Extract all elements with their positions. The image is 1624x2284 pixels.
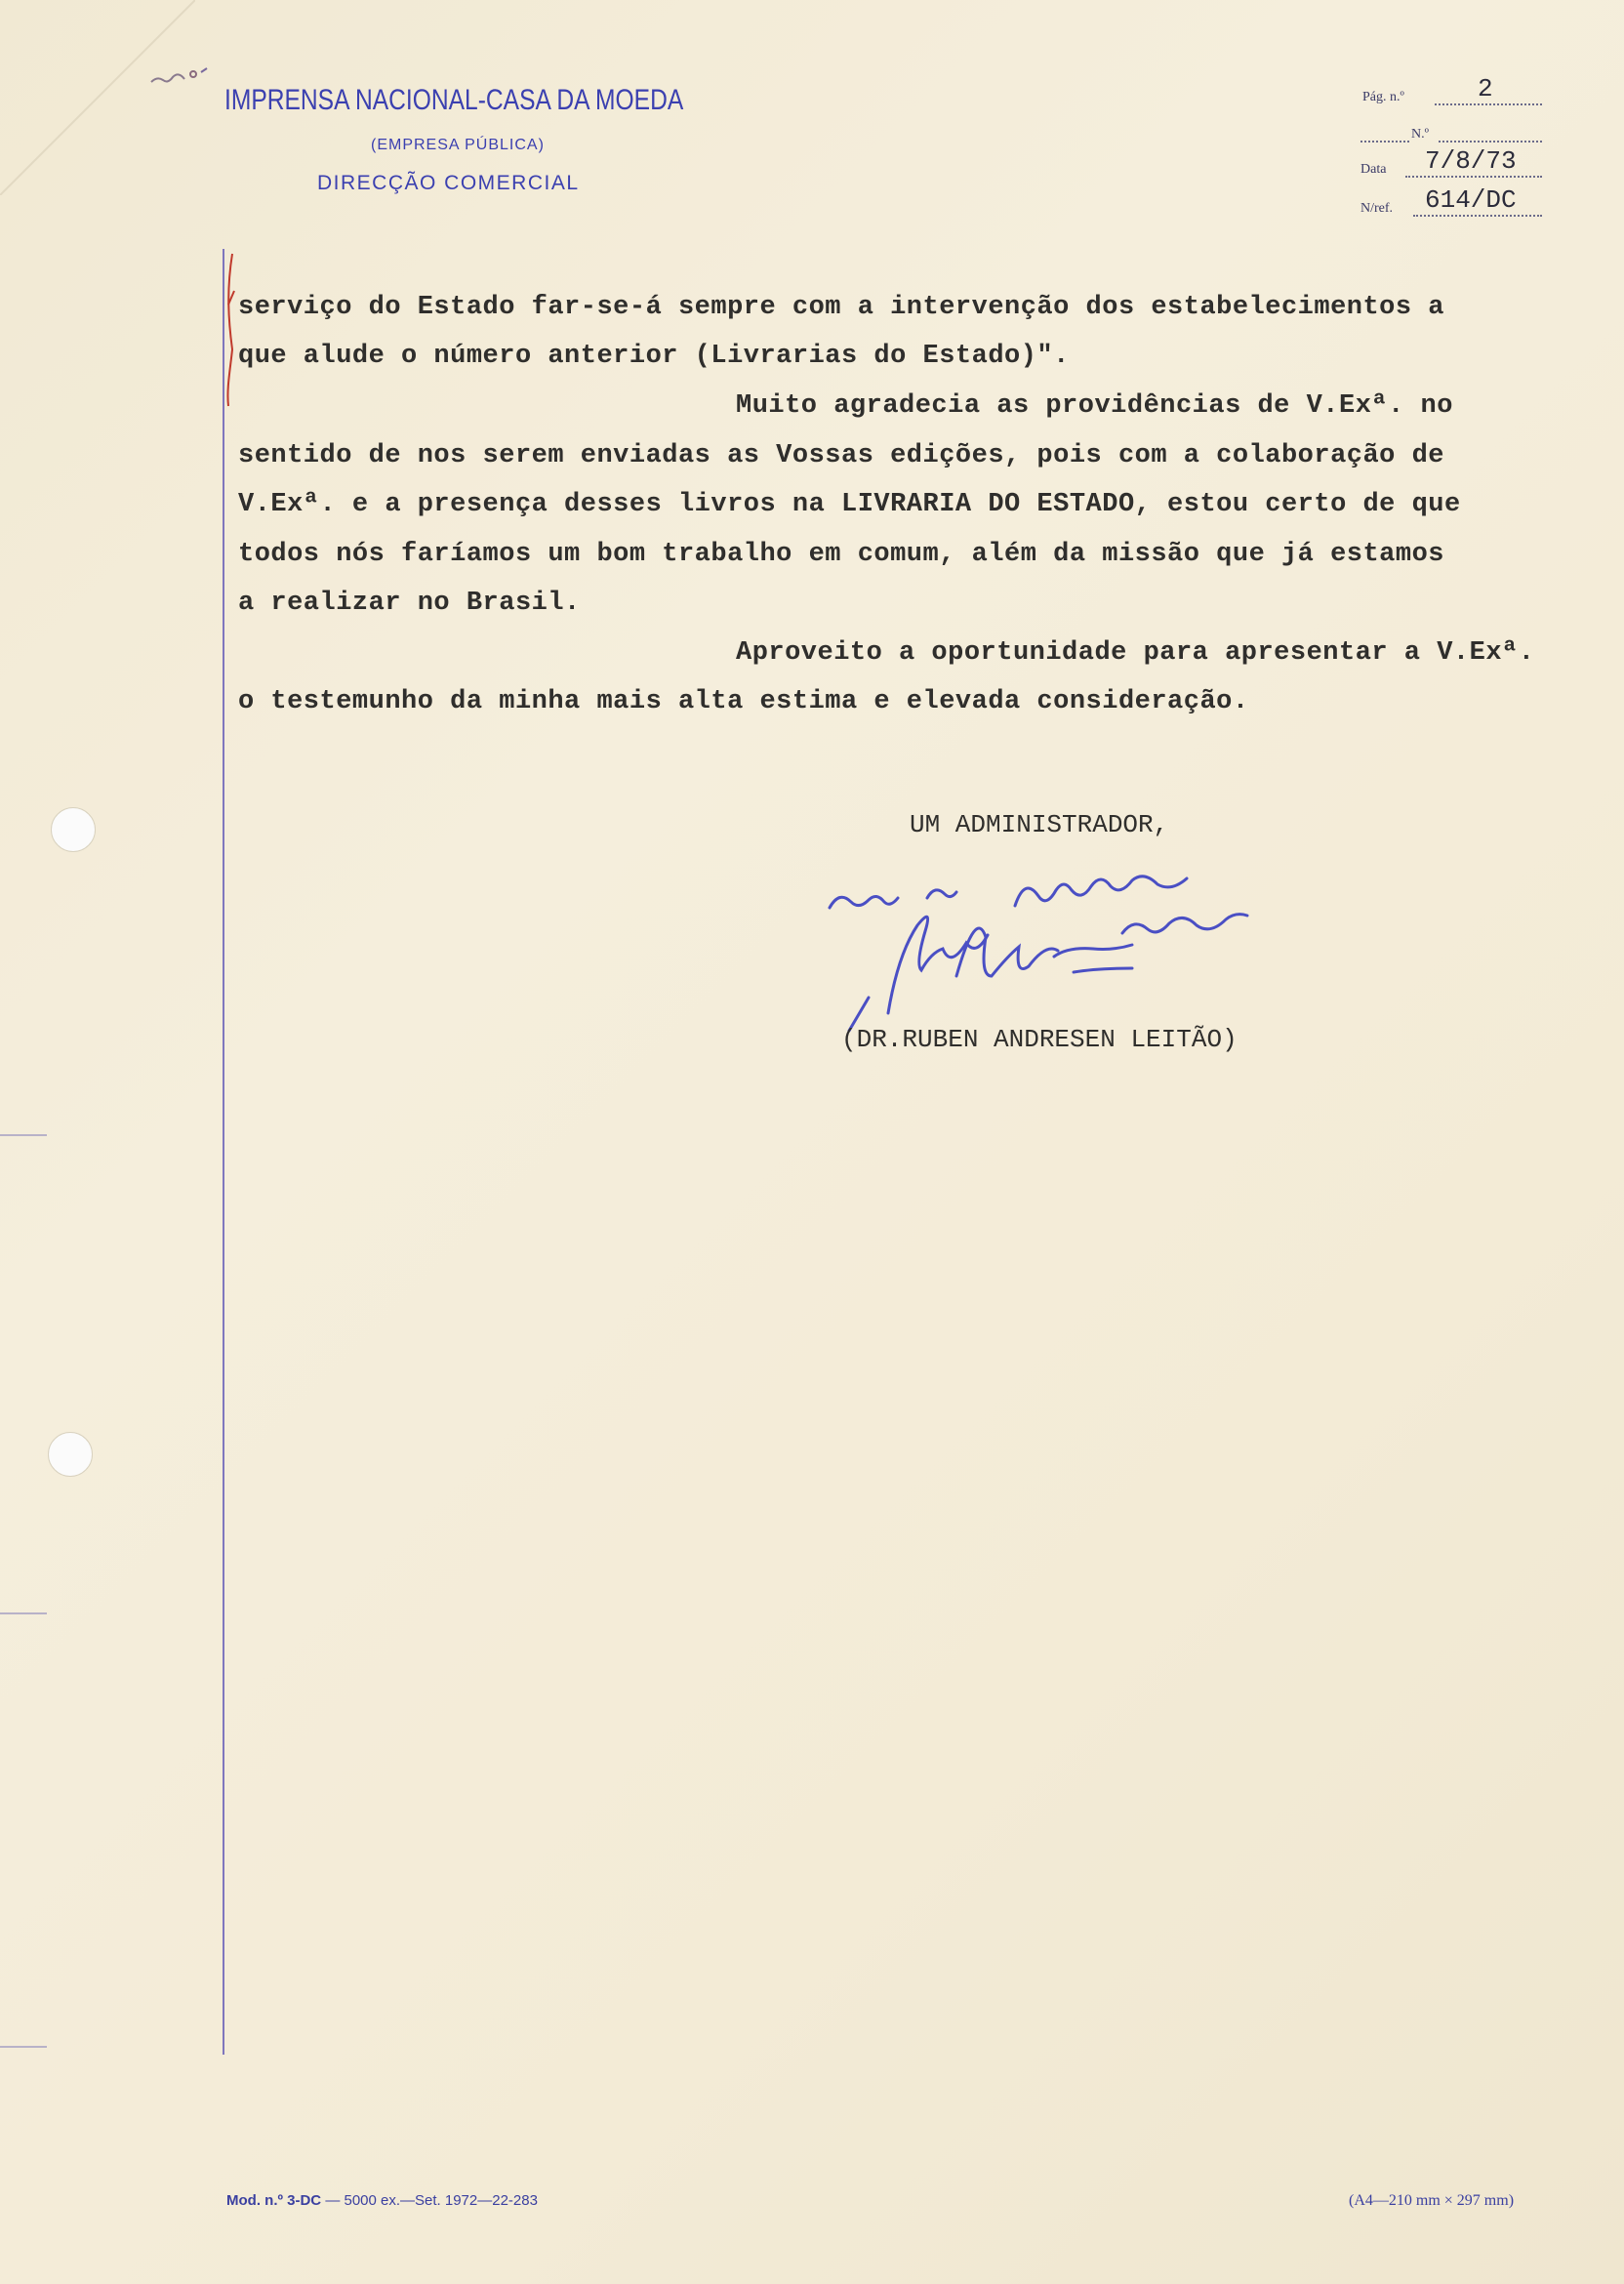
closing-title: UM ADMINISTRADOR, (910, 810, 1169, 839)
letterhead-title: IMPRENSA NACIONAL-CASA DA MOEDA (224, 84, 684, 116)
body-line: sentido de nos serem enviadas as Vossas edições, pois com a colaboração de (238, 441, 1444, 470)
print-run: — 5000 ex.—Set. 1972—22-283 (325, 2192, 538, 2209)
edge-mark-3 (0, 2046, 47, 2048)
punch-hole-top (51, 807, 96, 852)
edge-mark-2 (0, 1612, 47, 1614)
date-value: 7/8/73 (1425, 146, 1517, 176)
page-number-row (1357, 76, 1552, 109)
letterhead-department: DIRECÇÃO COMERCIAL (317, 172, 580, 194)
body-line: todos nós faríamos um bom trabalho em comum, além da missão que já estamos (238, 540, 1444, 569)
stamp-smudge-icon (146, 62, 224, 92)
page-value: 2 (1478, 74, 1493, 103)
ref-label: N/ref. (1360, 201, 1394, 216)
body-line: Aproveito a oportunidade para apresentar a V.Exª. (736, 638, 1535, 668)
body-line: a realizar no Brasil. (238, 589, 581, 618)
number-row (1357, 113, 1552, 146)
body-line: que alude o número anterior (Livrarias do Estado)". (238, 342, 1070, 371)
footer-paper-size: (A4—210 mm × 297 mm) (1349, 2192, 1515, 2209)
letterhead-subtitle: (EMPRESA PÚBLICA) (371, 137, 545, 153)
number-label: N.º (1411, 127, 1429, 142)
corner-fold (0, 0, 195, 195)
body-line: V.Exª. e a presença desses livros na LIVRARIA DO ESTADO, estou certo de que (238, 490, 1461, 519)
reference-row (1357, 187, 1552, 221)
body-line: o testemunho da minha mais alta estima e elevada consideração. (238, 687, 1249, 716)
footer-form-code (226, 2192, 538, 2209)
ref-value: 614/DC (1425, 185, 1517, 215)
edge-mark-1 (0, 1134, 47, 1136)
red-pencil-mark (223, 252, 236, 408)
punch-hole-bottom (48, 1432, 93, 1477)
body-line: Muito agradecia as providências de V.Exª. no (736, 391, 1453, 421)
signer-name: (DR.RUBEN ANDRESEN LEITÃO) (841, 1025, 1238, 1054)
page-label: Pág. n.º (1362, 90, 1404, 104)
body-line: serviço do Estado far-se-á sempre com a intervenção dos estabelecimentos a (238, 293, 1444, 322)
form-code: Mod. n.º 3-DC (226, 2192, 322, 2209)
date-label: Data (1360, 162, 1387, 177)
margin-rule (223, 249, 224, 2055)
date-row (1357, 148, 1552, 182)
